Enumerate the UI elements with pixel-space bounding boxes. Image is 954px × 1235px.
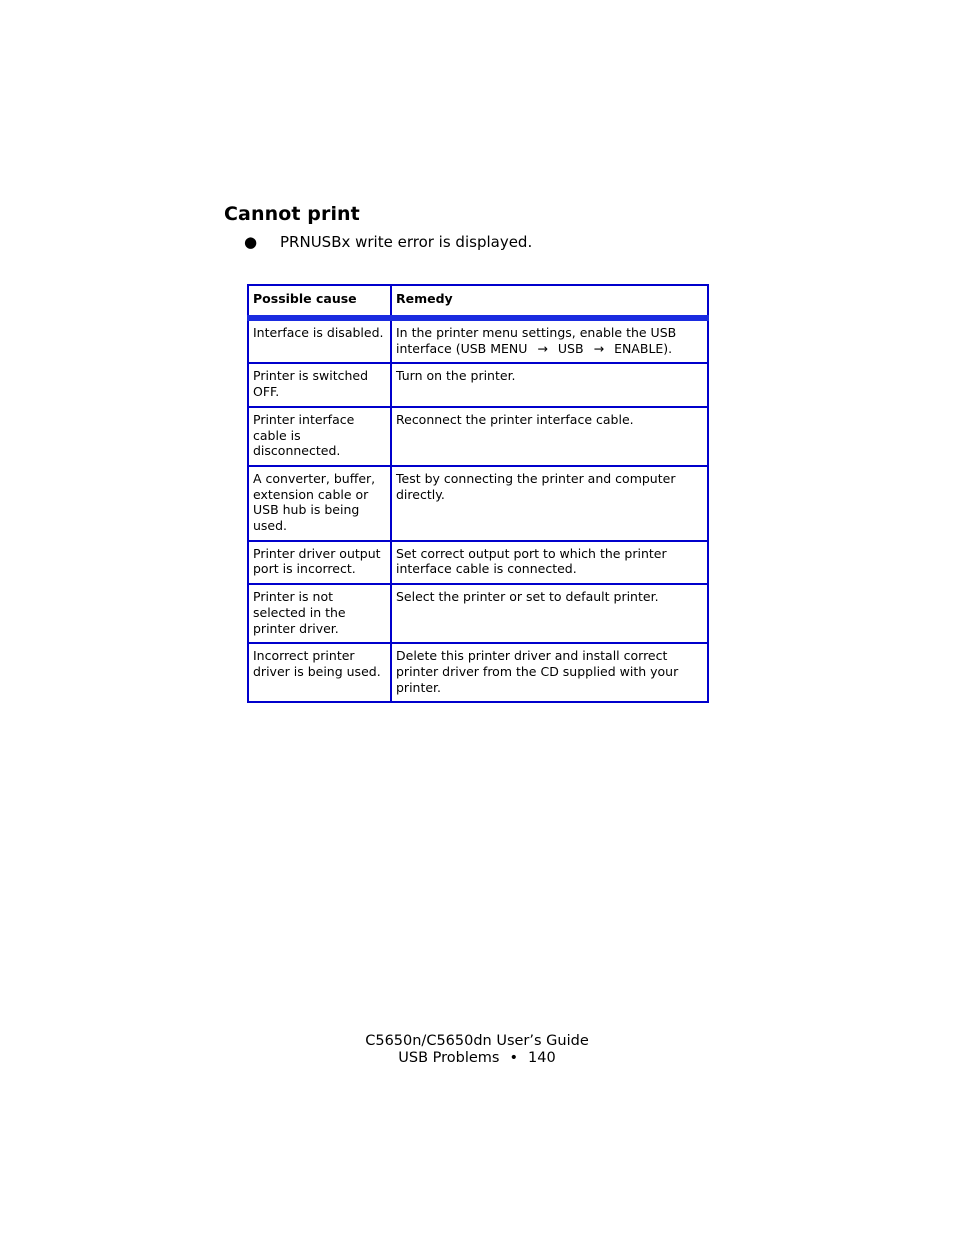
bullet-text: PRNUSBx write error is displayed. xyxy=(280,233,533,251)
remedy-cell xyxy=(391,318,708,363)
bullet-icon: ● xyxy=(244,233,258,251)
footer-separator: • xyxy=(509,1050,519,1066)
remedy-cell: Test by connecting the printer and computer directly. xyxy=(391,466,708,541)
cause-cell: Printer is not selected in the printer driver. xyxy=(248,584,391,643)
table-row xyxy=(248,541,708,584)
cause-cell: Incorrect printer driver is being used. xyxy=(248,643,391,702)
header-remedy: Remedy xyxy=(391,285,708,318)
table-row xyxy=(248,584,708,643)
cause-cell: Printer interface cable is disconnected. xyxy=(248,407,391,466)
cause-cell: Printer is switched OFF. xyxy=(248,363,391,406)
footer-page-number: 140 xyxy=(528,1050,556,1066)
remedy-text: USB xyxy=(557,340,584,356)
footer-guide-title: C5650n/C5650dn User’s Guide xyxy=(365,1033,589,1049)
remedy-cell: Reconnect the printer interface cable. xyxy=(391,407,708,466)
table-row xyxy=(248,363,708,406)
header-possible-cause: Possible cause xyxy=(248,285,391,318)
table-row xyxy=(248,318,708,363)
remedy-cell: Set correct output port to which the printer interface cable is connected. xyxy=(391,541,708,584)
remedy-cell: Select the printer or set to default printer. xyxy=(391,584,708,643)
table-header-row xyxy=(248,285,708,318)
remedy-text: ENABLE). xyxy=(614,340,673,356)
cause-cell: A converter, buffer, extension cable or USB hub is being used. xyxy=(248,466,391,541)
table-row xyxy=(248,407,708,466)
troubleshooting-table xyxy=(247,284,709,703)
cause-cell: Printer driver output port is incorrect. xyxy=(248,541,391,584)
remedy-cell: Turn on the printer. xyxy=(391,363,708,406)
cause-cell: Interface is disabled. xyxy=(248,318,391,363)
table-row xyxy=(248,466,708,541)
remedy-text: In the printer menu settings, enable the USB interface (USB MENU xyxy=(396,325,677,356)
remedy-cell: Delete this printer driver and install correct printer driver from the CD supplied with your printer. xyxy=(391,643,708,702)
arrow-right-icon: → xyxy=(537,340,548,356)
table-row xyxy=(248,643,708,702)
footer-section: USB Problems xyxy=(398,1050,500,1066)
page-heading: Cannot print xyxy=(224,203,360,225)
page-footer xyxy=(0,1033,954,1067)
footer-page-info xyxy=(0,1050,954,1067)
arrow-right-icon: → xyxy=(593,340,605,356)
